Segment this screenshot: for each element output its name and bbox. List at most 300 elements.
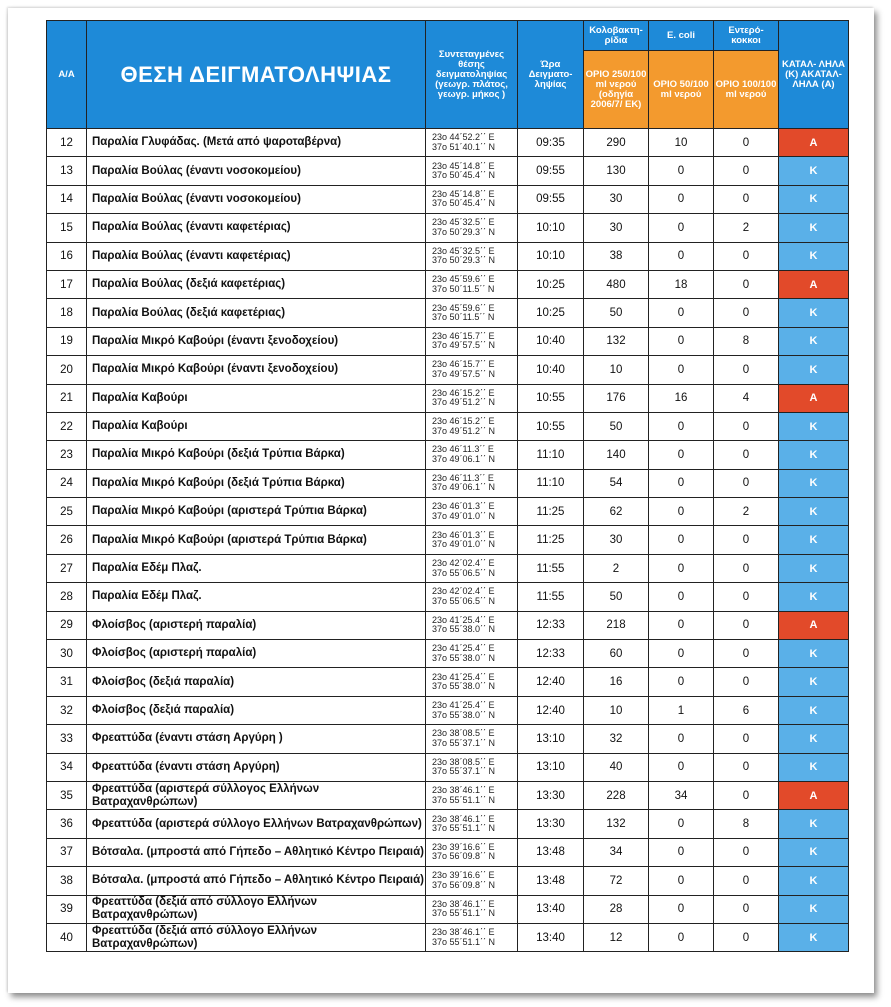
row-entero: 0 (714, 412, 779, 440)
row-longitude: 37ο 55΄51.1΄΄ Ν (432, 794, 496, 805)
row-latitude: 23ο 46΄15.7΄΄ Ε (432, 359, 495, 370)
row-ecoli: 0 (649, 895, 714, 923)
row-longitude: 37ο 50΄45.4΄΄ Ν (432, 198, 496, 209)
row-ecoli: 0 (649, 299, 714, 327)
row-longitude: 37ο 49΄51.2΄΄ Ν (432, 425, 496, 436)
row-coliform: 228 (584, 781, 649, 809)
row-coliform: 30 (584, 214, 649, 242)
row-time: 10:55 (518, 412, 584, 440)
table-row (47, 242, 849, 270)
row-entero: 4 (714, 384, 779, 412)
row-entero: 0 (714, 469, 779, 497)
row-time: 10:10 (518, 214, 584, 242)
row-coliform: 130 (584, 157, 649, 185)
row-ecoli: 0 (649, 668, 714, 696)
header-ecoli-limit: ΟΡΙΟ 50/100 ml νερού (649, 51, 714, 129)
row-ecoli: 0 (649, 867, 714, 895)
row-coords (426, 441, 518, 469)
row-index: 35 (47, 781, 87, 809)
row-longitude: 37ο 49΄06.1΄΄ Ν (432, 482, 496, 493)
row-index: 15 (47, 214, 87, 242)
row-time: 11:25 (518, 498, 584, 526)
row-coords (426, 753, 518, 781)
table-row (47, 611, 849, 639)
row-longitude: 37ο 50΄11.5΄΄ Ν (432, 312, 495, 323)
row-entero: 8 (714, 810, 779, 838)
row-latitude: 23ο 38΄08.5΄΄ Ε (432, 756, 495, 767)
row-location: Φρεαττύδα (δεξιά από σύλλογο Ελλήνων Βατραχανθρώπων) (87, 923, 426, 951)
row-coliform: 10 (584, 356, 649, 384)
table-row (47, 838, 849, 866)
row-index: 19 (47, 327, 87, 355)
row-longitude: 37ο 55΄38.0΄΄ Ν (432, 624, 496, 635)
row-index: 33 (47, 725, 87, 753)
header-coords: Συντεταγμένες θέσης δειγματοληψίας (γεωγρ. πλάτος, γεωγρ. μήκος ) (426, 21, 518, 129)
row-coords (426, 583, 518, 611)
table-row (47, 696, 849, 724)
header-entero-limit: ΟΡΙΟ 100/100 ml νερού (714, 51, 779, 129)
row-ecoli: 16 (649, 384, 714, 412)
row-location: Βότσαλα. (μπροστά από Γήπεδο – Αθλητικό Κέντρο Πειραιά) (87, 838, 426, 866)
row-latitude: 23ο 45΄14.8΄΄ Ε (432, 160, 495, 171)
row-longitude: 37ο 51΄40.1΄΄ Ν (432, 141, 496, 152)
table-row (47, 810, 849, 838)
row-index: 23 (47, 441, 87, 469)
row-status-badge: Κ (779, 498, 849, 526)
row-time: 13:40 (518, 923, 584, 951)
row-ecoli: 0 (649, 441, 714, 469)
row-time: 11:25 (518, 526, 584, 554)
row-index: 31 (47, 668, 87, 696)
row-location: Παραλία Βούλας (έναντι νοσοκομείου) (87, 185, 426, 213)
row-coliform: 32 (584, 725, 649, 753)
row-location: Παραλία Μικρό Καβούρι (αριστερά Τρύπια Βάρκα) (87, 526, 426, 554)
row-status-badge: Κ (779, 668, 849, 696)
row-time: 13:40 (518, 895, 584, 923)
row-longitude: 37ο 55΄37.1΄΄ Ν (432, 737, 496, 748)
row-ecoli: 0 (649, 753, 714, 781)
table-row (47, 526, 849, 554)
row-latitude: 23ο 42΄02.4΄΄ Ε (432, 586, 495, 597)
row-time: 11:10 (518, 441, 584, 469)
row-location: Παραλία Βούλας (έναντι καφετέριας) (87, 242, 426, 270)
header-ecoli: E. coli (649, 21, 714, 51)
row-coliform: 62 (584, 498, 649, 526)
row-latitude: 23ο 44΄52.2΄΄ Ε (432, 132, 495, 143)
row-longitude: 37ο 55΄51.1΄΄ Ν (432, 823, 496, 834)
table-row (47, 469, 849, 497)
row-ecoli: 0 (649, 640, 714, 668)
row-ecoli: 1 (649, 696, 714, 724)
row-coords (426, 725, 518, 753)
table-row (47, 923, 849, 951)
row-status-badge: Κ (779, 299, 849, 327)
row-longitude: 37ο 55΄06.5΄΄ Ν (432, 567, 496, 578)
row-coliform: 34 (584, 838, 649, 866)
table-row (47, 867, 849, 895)
row-ecoli: 0 (649, 526, 714, 554)
row-coliform: 140 (584, 441, 649, 469)
row-index: 37 (47, 838, 87, 866)
row-status-badge: Α (779, 781, 849, 809)
document-page (8, 8, 874, 993)
row-time: 11:55 (518, 554, 584, 582)
row-longitude: 37ο 55΄38.0΄΄ Ν (432, 681, 496, 692)
row-latitude: 23ο 39΄16.6΄΄ Ε (432, 870, 495, 881)
row-entero: 0 (714, 526, 779, 554)
row-latitude: 23ο 41΄25.4΄΄ Ε (432, 700, 495, 710)
table-row (47, 384, 849, 412)
row-entero: 0 (714, 356, 779, 384)
row-time: 12:33 (518, 640, 584, 668)
row-location: Φρεαττύδα (έναντι στάση Αργύρη) (87, 753, 426, 781)
row-time: 11:55 (518, 583, 584, 611)
row-longitude: 37ο 49΄01.0΄΄ Ν (432, 510, 496, 521)
row-location: Φρεαττύδα (έναντι στάση Αργύρη ) (87, 725, 426, 753)
table-row (47, 498, 849, 526)
row-coords (426, 668, 518, 696)
row-longitude: 37ο 49΄06.1΄΄ Ν (432, 453, 496, 464)
row-longitude: 37ο 56΄09.8΄΄ Ν (432, 851, 496, 862)
row-coliform: 30 (584, 526, 649, 554)
row-index: 18 (47, 299, 87, 327)
row-status-badge: Κ (779, 725, 849, 753)
row-index: 25 (47, 498, 87, 526)
row-entero: 0 (714, 781, 779, 809)
row-longitude: 37ο 55΄51.1΄΄ Ν (432, 908, 496, 919)
row-coords (426, 838, 518, 866)
row-index: 16 (47, 242, 87, 270)
row-time: 12:33 (518, 611, 584, 639)
row-status-badge: Κ (779, 157, 849, 185)
row-coords (426, 129, 518, 157)
table-row (47, 129, 849, 157)
row-coliform: 40 (584, 753, 649, 781)
row-entero: 0 (714, 838, 779, 866)
row-coords (426, 242, 518, 270)
row-latitude: 23ο 38΄46.1΄΄ Ε (432, 813, 495, 824)
row-location: Παραλία Βούλας (δεξιά καφετέριας) (87, 299, 426, 327)
row-coliform: 218 (584, 611, 649, 639)
row-time: 10:40 (518, 327, 584, 355)
row-time: 10:25 (518, 299, 584, 327)
row-status-badge: Κ (779, 923, 849, 951)
row-ecoli: 0 (649, 611, 714, 639)
row-time: 10:10 (518, 242, 584, 270)
row-time: 09:35 (518, 129, 584, 157)
row-latitude: 23ο 38΄08.5΄΄ Ε (432, 728, 495, 739)
row-index: 29 (47, 611, 87, 639)
table-row (47, 640, 849, 668)
row-entero: 0 (714, 554, 779, 582)
row-coliform: 38 (584, 242, 649, 270)
row-status-badge: Α (779, 270, 849, 298)
row-ecoli: 0 (649, 725, 714, 753)
row-status-badge: Κ (779, 554, 849, 582)
row-status-badge: Κ (779, 867, 849, 895)
row-coliform: 10 (584, 696, 649, 724)
row-coords (426, 867, 518, 895)
row-location: Παραλία Μικρό Καβούρι (δεξιά Τρύπια Βάρκα) (87, 441, 426, 469)
row-latitude: 23ο 41΄25.4΄΄ Ε (432, 614, 495, 625)
row-entero: 0 (714, 157, 779, 185)
row-ecoli: 0 (649, 554, 714, 582)
row-coords (426, 412, 518, 440)
table-row (47, 441, 849, 469)
row-latitude: 23ο 45΄59.6΄΄ Ε (432, 274, 495, 285)
row-coliform: 12 (584, 923, 649, 951)
row-latitude: 23ο 38΄46.1΄΄ Ε (432, 898, 495, 909)
row-latitude: 23ο 46΄11.3΄΄ Ε (432, 472, 494, 483)
row-entero: 8 (714, 327, 779, 355)
row-coliform: 132 (584, 327, 649, 355)
row-location: Παραλία Βούλας (δεξιά καφετέριας) (87, 270, 426, 298)
row-time: 13:10 (518, 753, 584, 781)
row-location: Παραλία Γλυφάδας. (Μετά από ψαροταβέρνα) (87, 129, 426, 157)
row-latitude: 23ο 41΄25.4΄΄ Ε (432, 643, 495, 654)
row-longitude: 37ο 50΄29.3΄΄ Ν (432, 226, 496, 237)
row-index: 38 (47, 867, 87, 895)
row-index: 39 (47, 895, 87, 923)
row-status-badge: Κ (779, 441, 849, 469)
row-entero: 0 (714, 753, 779, 781)
row-index: 34 (47, 753, 87, 781)
row-coords (426, 781, 518, 809)
row-time: 09:55 (518, 185, 584, 213)
row-longitude: 37ο 55΄37.1΄΄ Ν (432, 766, 496, 777)
row-time: 11:10 (518, 469, 584, 497)
header-time: Ώρα Δειγματο- ληψίας (518, 21, 584, 129)
row-coliform: 30 (584, 185, 649, 213)
row-latitude: 23ο 38΄46.1΄΄ Ε (432, 927, 495, 938)
row-coliform: 54 (584, 469, 649, 497)
row-coords (426, 185, 518, 213)
row-entero: 0 (714, 668, 779, 696)
row-entero: 0 (714, 299, 779, 327)
row-ecoli: 0 (649, 412, 714, 440)
table-row (47, 270, 849, 298)
row-status-badge: Κ (779, 469, 849, 497)
table-row (47, 753, 849, 781)
row-index: 27 (47, 554, 87, 582)
row-longitude: 37ο 49΄57.5΄΄ Ν (432, 340, 496, 351)
row-ecoli: 0 (649, 838, 714, 866)
row-location: Παραλία Εδέμ Πλαζ. (87, 583, 426, 611)
row-time: 12:40 (518, 668, 584, 696)
row-longitude: 37ο 55΄06.5΄΄ Ν (432, 595, 496, 606)
row-latitude: 23ο 45΄59.6΄΄ Ε (432, 302, 495, 313)
row-longitude: 37ο 55΄51.1΄΄ Ν (432, 936, 496, 947)
row-index: 20 (47, 356, 87, 384)
table-row (47, 214, 849, 242)
row-ecoli: 0 (649, 242, 714, 270)
row-location: Παραλία Καβούρι (87, 412, 426, 440)
row-location: Φρεαττύδα (δεξιά από σύλλογο Ελλήνων Βατραχανθρώπων) (87, 895, 426, 923)
row-entero: 0 (714, 895, 779, 923)
row-time: 13:30 (518, 810, 584, 838)
row-coliform: 132 (584, 810, 649, 838)
table-row (47, 895, 849, 923)
row-status-badge: Κ (779, 838, 849, 866)
row-time: 13:48 (518, 867, 584, 895)
row-entero: 0 (714, 185, 779, 213)
row-coords (426, 214, 518, 242)
row-coliform: 176 (584, 384, 649, 412)
header-coliform: Κολοβακτη- ρίδια (584, 21, 649, 51)
row-coords (426, 498, 518, 526)
row-coliform: 16 (584, 668, 649, 696)
header-status: ΚΑΤΑΛ- ΛΗΛΑ (Κ) ΑΚΑΤΑΛ- ΛΗΛΑ (Α) (779, 21, 849, 129)
row-longitude: 37ο 49΄57.5΄΄ Ν (432, 368, 496, 379)
row-time: 10:25 (518, 270, 584, 298)
row-index: 36 (47, 810, 87, 838)
row-time: 12:40 (518, 696, 584, 724)
row-status-badge: Α (779, 611, 849, 639)
row-location: Παραλία Μικρό Καβούρι (έναντι ξενοδοχείου) (87, 356, 426, 384)
row-entero: 0 (714, 270, 779, 298)
table-row (47, 554, 849, 582)
row-index: 24 (47, 469, 87, 497)
row-location: Παραλία Μικρό Καβούρι (δεξιά Τρύπια Βάρκα) (87, 469, 426, 497)
row-coords (426, 526, 518, 554)
row-status-badge: Κ (779, 185, 849, 213)
row-entero: 2 (714, 214, 779, 242)
row-coords (426, 270, 518, 298)
row-location: Παραλία Εδέμ Πλαζ. (87, 554, 426, 582)
row-location: Φλοίσβος (αριστερή παραλία) (87, 611, 426, 639)
row-location: Παραλία Μικρό Καβούρι (έναντι ξενοδοχείου) (87, 327, 426, 355)
row-location: Παραλία Καβούρι (87, 384, 426, 412)
table-row (47, 668, 849, 696)
row-entero: 0 (714, 583, 779, 611)
row-ecoli: 0 (649, 157, 714, 185)
row-coliform: 72 (584, 867, 649, 895)
row-location: Παραλία Μικρό Καβούρι (αριστερά Τρύπια Βάρκα) (87, 498, 426, 526)
row-time: 13:48 (518, 838, 584, 866)
row-entero: 0 (714, 129, 779, 157)
row-longitude: 37ο 55΄38.0΄΄ Ν (432, 709, 496, 720)
row-ecoli: 18 (649, 270, 714, 298)
row-index: 17 (47, 270, 87, 298)
row-location: Φρεαττύδα (αριστερά σύλλογος Ελλήνων Βατραχανθρώπων) (87, 781, 426, 809)
row-latitude: 23ο 45΄32.5΄΄ Ε (432, 217, 495, 228)
row-entero: 0 (714, 725, 779, 753)
row-entero: 0 (714, 242, 779, 270)
sampling-results-table (46, 20, 849, 952)
row-ecoli: 0 (649, 498, 714, 526)
header-index: Α/Α (47, 21, 87, 129)
row-coords (426, 554, 518, 582)
row-longitude: 37ο 55΄38.0΄΄ Ν (432, 652, 496, 663)
row-time: 13:10 (518, 725, 584, 753)
row-entero: 6 (714, 696, 779, 724)
row-latitude: 23ο 46΄01.3΄΄ Ε (432, 529, 495, 540)
row-coords (426, 327, 518, 355)
row-coliform: 290 (584, 129, 649, 157)
row-status-badge: Κ (779, 640, 849, 668)
row-ecoli: 0 (649, 923, 714, 951)
header-coliform-limit: ΟΡΙΟ 250/100 ml νερού (οδηγία 2006/7/ ΕΚ) (584, 51, 649, 129)
row-time: 13:30 (518, 781, 584, 809)
table-row (47, 583, 849, 611)
row-latitude: 23ο 45΄14.8΄΄ Ε (432, 188, 495, 199)
row-latitude: 23ο 39΄16.6΄΄ Ε (432, 841, 495, 852)
row-ecoli: 0 (649, 583, 714, 611)
row-ecoli: 0 (649, 469, 714, 497)
row-longitude: 37ο 49΄51.2΄΄ Ν (432, 397, 496, 408)
row-coords (426, 157, 518, 185)
row-latitude: 23ο 46΄15.7΄΄ Ε (432, 330, 495, 341)
row-coliform: 480 (584, 270, 649, 298)
row-coords (426, 469, 518, 497)
row-status-badge: Κ (779, 526, 849, 554)
row-index: 21 (47, 384, 87, 412)
row-index: 13 (47, 157, 87, 185)
row-ecoli: 0 (649, 327, 714, 355)
row-latitude: 23ο 42΄02.4΄΄ Ε (432, 558, 495, 569)
row-status-badge: Κ (779, 895, 849, 923)
row-ecoli: 34 (649, 781, 714, 809)
row-longitude: 37ο 49΄01.0΄΄ Ν (432, 539, 496, 550)
table-row (47, 327, 849, 355)
row-index: 12 (47, 129, 87, 157)
row-longitude: 37ο 50΄11.5΄΄ Ν (432, 283, 495, 294)
row-ecoli: 10 (649, 129, 714, 157)
table-row (47, 299, 849, 327)
table-row (47, 356, 849, 384)
row-status-badge: Κ (779, 583, 849, 611)
row-coords (426, 356, 518, 384)
row-ecoli: 0 (649, 810, 714, 838)
row-latitude: 23ο 45΄32.5΄΄ Ε (432, 245, 495, 256)
row-status-badge: Κ (779, 356, 849, 384)
row-status-badge: Κ (779, 810, 849, 838)
row-location: Φρεαττύδα (αριστερά σύλλογο Ελλήνων Βατραχανθρώπων) (87, 810, 426, 838)
row-status-badge: Κ (779, 412, 849, 440)
row-entero: 0 (714, 923, 779, 951)
row-latitude: 23ο 46΄11.3΄΄ Ε (432, 444, 494, 455)
row-time: 09:55 (518, 157, 584, 185)
row-index: 32 (47, 696, 87, 724)
row-index: 28 (47, 583, 87, 611)
row-coords (426, 810, 518, 838)
row-location: Φλοίσβος (δεξιά παραλία) (87, 696, 426, 724)
row-coords (426, 696, 518, 724)
row-location: Φλοίσβος (αριστερή παραλία) (87, 640, 426, 668)
header-entero: Εντερό- κοκκοι (714, 21, 779, 51)
row-location: Βότσαλα. (μπροστά από Γήπεδο – Αθλητικό Κέντρο Πειραιά) (87, 867, 426, 895)
row-index: 40 (47, 923, 87, 951)
row-latitude: 23ο 38΄46.1΄΄ Ε (432, 785, 495, 796)
row-ecoli: 0 (649, 214, 714, 242)
table-row (47, 185, 849, 213)
row-coords (426, 299, 518, 327)
row-time: 10:40 (518, 356, 584, 384)
row-coliform: 28 (584, 895, 649, 923)
row-coords (426, 611, 518, 639)
row-status-badge: Κ (779, 242, 849, 270)
row-index: 30 (47, 640, 87, 668)
row-status-badge: Α (779, 384, 849, 412)
table-row (47, 781, 849, 809)
row-ecoli: 0 (649, 185, 714, 213)
row-index: 14 (47, 185, 87, 213)
row-coords (426, 640, 518, 668)
row-coords (426, 923, 518, 951)
table-body (47, 129, 849, 952)
row-coliform: 50 (584, 583, 649, 611)
row-ecoli: 0 (649, 356, 714, 384)
